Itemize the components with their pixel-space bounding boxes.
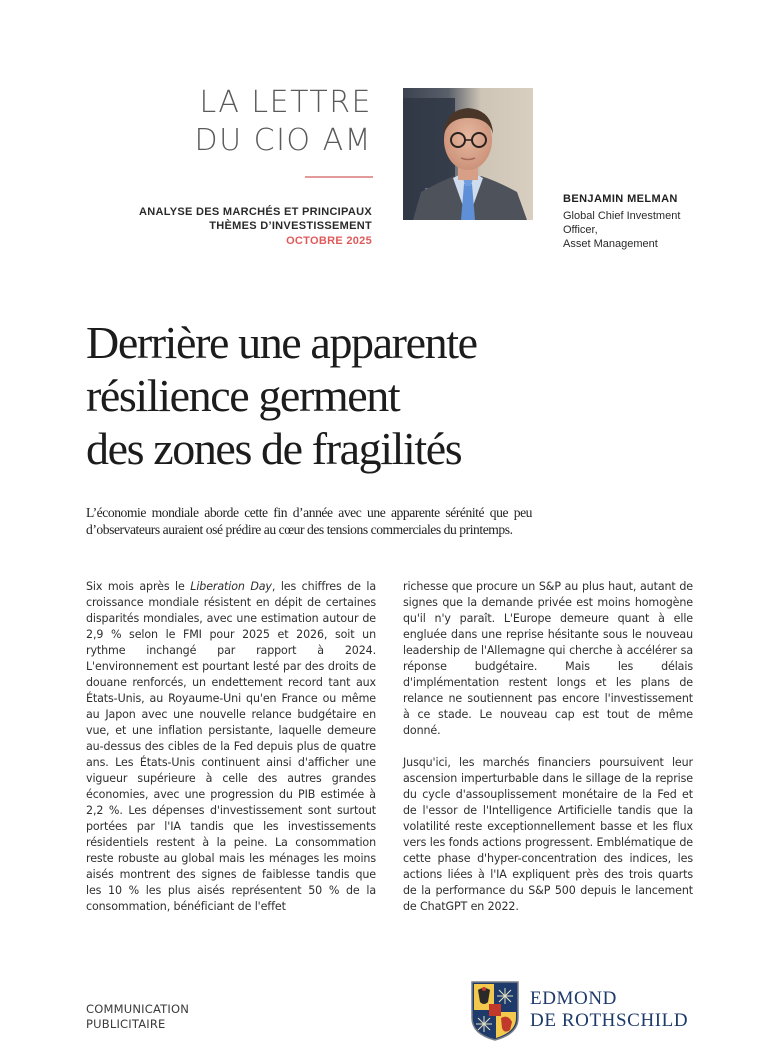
author-role-line-3: Asset Management [563, 238, 658, 250]
body-paragraph [86, 579, 376, 915]
author-photo [403, 88, 533, 220]
headline [86, 316, 566, 475]
issue-date: OCTOBRE 2025 [286, 235, 372, 247]
subtitle-line-2: THÈMES D’INVESTISSEMENT [209, 220, 372, 232]
title-divider [305, 176, 373, 178]
body-paragraph: richesse que procure un S&P au plus haut, autant de signes que la demande privée est moins homogène qu'il n'y paraît. L'Europe demeure quant à elle engluée dans une reprise hésitante sous le nouveau leadership de l'Allemagne qui cherche à accélérer sa réponse budgétaire. Mais les délais d'implémentation restent longs et les plans de relance ne soutiennent pas encore l'investissement à ce stade. Le nouveau cap est tout de même donné. [403, 580, 693, 737]
body-column-1 [86, 579, 376, 915]
body-text: , les chiffres de la croissance mondiale résistent en dépit de certaines disparités mondiales, avec une estimation autour de 2,9 % selon le FMI pour 2025 et 2026, soit un rythme inchangé par rapport à 2024. L'environnement est pourtant lesté par des droits de douane renforcés, un endettement record tant aux États-Unis, au Royaume-Uni qu'en France ou même au Japon avec une nouvelle relance budgétaire en vue, et une inflation persistante, laquelle demeure au-dessus des cibles de la Fed depuis plus de quatre ans. Les États-Unis continuent ainsi d'afficher une vigueur supérieure à celle des autres grandes économies, avec une progression du PIB estimée à 2,2 %. Les dépenses d'investissement sont surtout portées par l'IA tandis que les investissements résidentiels restent à la peine. La consommation reste robuste au global mais les ménages les moins aisés montrent des signes de faiblesse tandis que les 10 % les plus aisés représentent 50 % de la consommation, bénéficiant de l'effet [86, 580, 376, 913]
headline-line-1: Derrière une apparente [86, 317, 477, 368]
edmond-de-rothschild-logo [470, 980, 700, 1042]
lead-paragraph: L’économie mondiale aborde cette fin d’année avec une apparente sérénité que peu d’observateurs auraient osé prédire au cœur des tensions commerciales du printemps. [86, 505, 532, 537]
author-role-line-2: Officer, [563, 224, 598, 236]
body-italic-term: Liberation Day [190, 580, 272, 593]
headline-line-2: résilience germent [86, 370, 400, 421]
portrait-illustration [403, 88, 533, 220]
logo-wordmark-line-1: EDMOND [530, 988, 617, 1009]
advertising-notice [86, 1002, 189, 1032]
body-intro-text: Six mois après le [86, 580, 191, 593]
author-role [563, 209, 703, 251]
body-paragraph: Jusqu'ici, les marchés financiers poursuivent leur ascension imperturbable dans le sillage de la reprise du cycle d'assouplissement monétaire de la Fed et de l'essor de l'Intelligence Artificielle tandis que la volatilité reste exceptionnellement basse et les flux vers les fonds actions progressent. Emblématique de cette phase d'hyper-concentration des indices, les actions liées à l'IA expliquent près des trois quarts de la performance du S&P 500 depuis le lancement de ChatGPT en 2022. [403, 756, 693, 913]
advertising-notice-line-2: PUBLICITAIRE [86, 1017, 166, 1031]
coat-of-arms-icon [470, 980, 520, 1042]
body-column-2 [403, 579, 693, 915]
logo-wordmark [530, 988, 688, 1032]
logo-wordmark-line-2: DE ROTHSCHILD [530, 1010, 689, 1031]
author-name: BENJAMIN MELMAN [563, 193, 678, 205]
subtitle-line-1: ANALYSE DES MARCHÉS ET PRINCIPAUX [139, 206, 372, 218]
advertising-notice-line-1: COMMUNICATION [86, 1002, 190, 1016]
author-role-line-1: Global Chief Investment [563, 210, 681, 222]
letter-title-line-1: LA LETTRE [199, 85, 372, 120]
headline-line-3: des zones de fragilités [86, 423, 462, 474]
letter-title-line-2: DU CIO AM [194, 123, 372, 158]
